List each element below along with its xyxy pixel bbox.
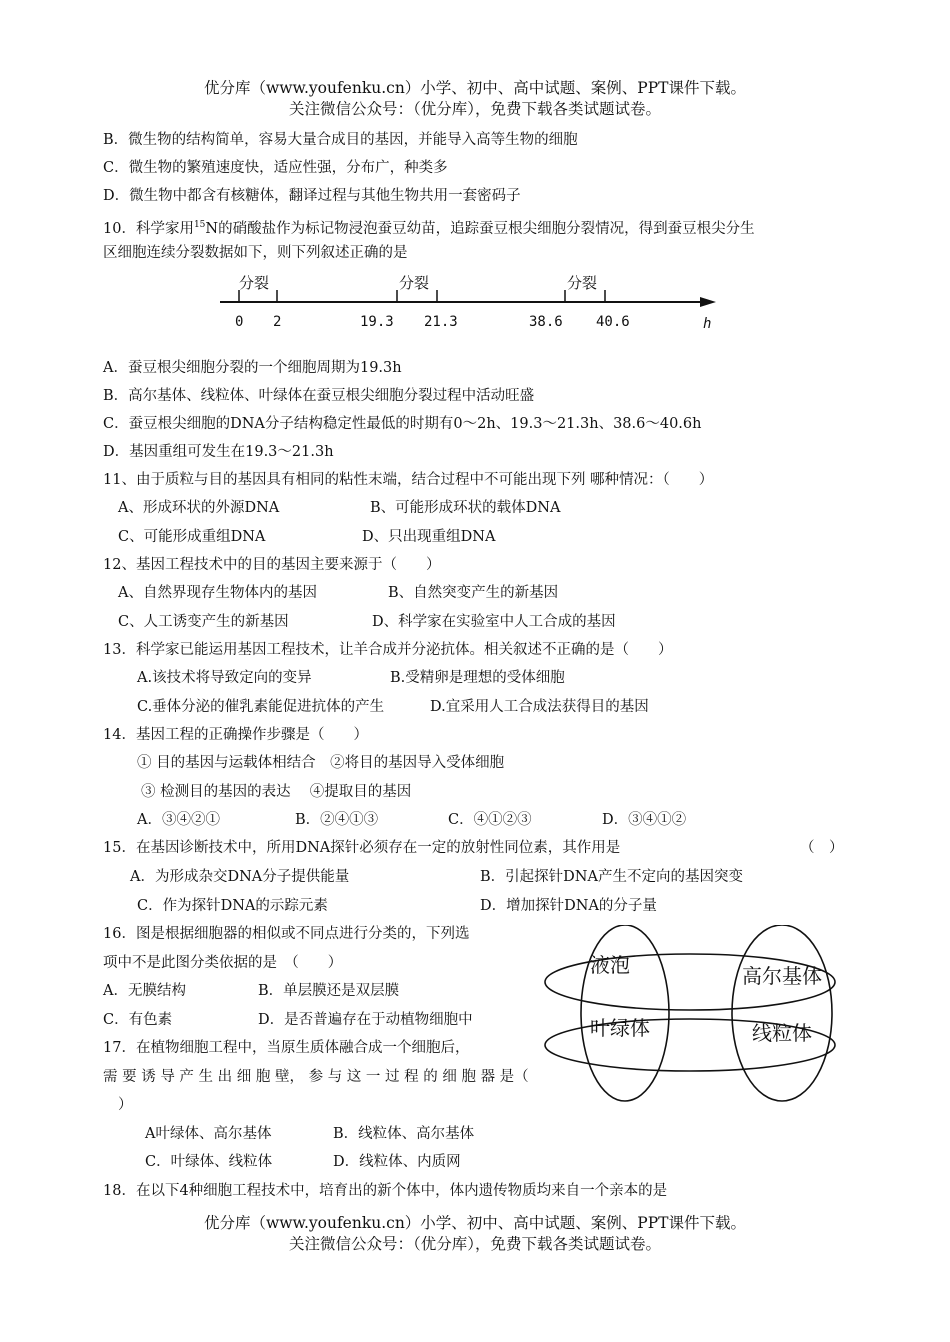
q16-stem-1: 16．图是根据细胞器的相似或不同点进行分类的，下列选 [103,926,470,942]
q15-answer-paren: （ ） [800,840,844,856]
q12-stem: 12、基因工程技术中的目的基因主要来源于（ ） [103,557,441,573]
q16-option-d: D．是否普遍存在于动植物细胞中 [258,1012,473,1028]
q13-stem: 13．科学家已能运用基因工程技术，让羊合成并分泌抗体。相关叙述不正确的是（ ） [103,642,673,658]
q13-option-a: A.该技术将导致定向的变异 [137,670,312,686]
q10-isotope-superscript: 15 [193,220,206,230]
q12-option-d: D、科学家在实验室中人工合成的基因 [372,614,616,630]
q9-option-d: D．微生物中都含有核糖体，翻译过程与其他生物共用一套密码子 [103,188,521,204]
venn-label-vacuole: 液泡 [590,953,630,977]
q14-steps-1: ① 目的基因与运载体相结合 ②将目的基因导入受体细胞 [137,755,505,771]
q10-stem [103,215,755,239]
q11-option-d: D、只出现重组DNA [362,529,496,545]
timeline-unit: h [703,316,712,332]
q17-option-a: A叶绿体、高尔基体 [145,1126,272,1142]
q10-stem-a: 10．科学家用 [103,220,194,237]
q15-option-a: A．为形成杂交DNA分子提供能量 [130,869,350,885]
q13-option-b: B.受精卵是理想的受体细胞 [390,670,565,686]
q11-stem: 11、由于质粒与目的基因具有相同的粘性末端，结合过程中不可能出现下列 哪种情况：（ ） [103,472,714,488]
q17-option-d: D．线粒体、内质网 [333,1154,461,1170]
q10-option-b: B．高尔基体、线粒体、叶绿体在蚕豆根尖细胞分裂过程中活动旺盛 [103,388,535,404]
division-label-2: 分裂 [399,274,430,292]
q15-option-d: D．增加探针DNA的分子量 [480,898,657,914]
q15-stem: 15．在基因诊断技术中，所用DNA探针必须存在一定的放射性同位素，其作用是 [103,840,621,856]
q12-option-c: C、人工诱变产生的新基因 [118,614,289,630]
tick-0: 0 [235,314,244,330]
footer-line-1: 优分库（www.youfenku.cn）小学、初中、高中试题、案例、PPT课件下载。 [203,1214,747,1232]
q17-stem-3: ） [118,1097,133,1113]
tick-19-3: 19.3 [360,314,394,330]
q15-option-b: B．引起探针DNA产生不定向的基因突变 [480,869,743,885]
q17-stem-2: 需 要 诱 导 产 生 出 细 胞 壁， 参 与 这 一 过 程 的 细 胞 器 是（ [103,1069,529,1085]
q10-stem-line-2: 区细胞连续分裂数据如下，则下列叙述正确的是 [103,245,408,261]
division-label-3: 分裂 [567,274,598,292]
venn-label-chloroplast: 叶绿体 [590,1016,650,1040]
q17-option-c: C．叶绿体、线粒体 [145,1154,273,1170]
venn-label-golgi: 高尔基体 [742,964,822,988]
q11-option-b: B、可能形成环状的载体DNA [370,500,561,516]
q14-option-d: D．③④①② [602,812,687,828]
organelle-classification-diagram [542,925,842,1103]
q17-stem-1: 17．在植物细胞工程中，当原生质体融合成一个细胞后， [103,1040,470,1056]
tick-21-3: 21.3 [424,314,458,330]
timeline-arrow-icon [700,297,716,307]
q14-option-a: A．③④②① [137,812,220,828]
header-line-2: 关注微信公众号：（优分库），免费下载各类试题试卷。 [288,100,661,118]
q13-option-d: D.宜采用人工合成法获得目的基因 [430,699,649,715]
footer-line-2: 关注微信公众号：（优分库），免费下载各类试题试卷。 [288,1235,661,1253]
header-line-1: 优分库（www.youfenku.cn）小学、初中、高中试题、案例、PPT课件下载。 [203,79,747,97]
q16-option-c: C．有色素 [103,1012,173,1028]
q15-option-c: C．作为探针DNA的示踪元素 [137,898,328,914]
q11-option-c: C、可能形成重组DNA [118,529,266,545]
ellipse-vertical-right [732,925,832,1101]
q10-option-d: D．基因重组可发生在19.3～21.3h [103,444,334,460]
q11-option-a: A、形成环状的外源DNA [118,500,280,516]
q16-option-b: B．单层膜还是双层膜 [258,983,400,999]
q10-option-a: A．蚕豆根尖细胞分裂的一个细胞周期为19.3h [103,360,402,376]
q16-stem-2: 项中不是此图分类依据的是 （ ） [103,955,343,971]
q14-stem: 14．基因工程的正确操作步骤是（ ） [103,727,368,743]
q16-option-a: A．无膜结构 [103,983,186,999]
tick-38-6: 38.6 [529,314,563,330]
tick-2: 2 [273,314,282,330]
venn-label-mitochondria: 线粒体 [752,1021,812,1045]
q18-stem: 18．在以下4种细胞工程技术中，培育出的新个体中，体内遗传物质均来自一个亲本的是 [103,1183,668,1199]
q12-option-a: A、自然界现存生物体内的基因 [118,585,317,601]
q17-option-b: B．线粒体、高尔基体 [333,1126,475,1142]
ellipse-vertical-left [581,925,669,1101]
q14-option-b: B．②④①③ [295,812,379,828]
q14-steps-2: ③ 检测目的基因的表达 ④提取目的基因 [141,784,412,800]
cell-division-timeline [220,270,730,340]
q9-option-c: C．微生物的繁殖速度快，适应性强，分布广，种类多 [103,160,448,176]
q9-option-b: B．微生物的结构简单，容易大量合成目的基因，并能导入高等生物的细胞 [103,132,578,148]
tick-40-6: 40.6 [596,314,630,330]
q10-option-c: C．蚕豆根尖细胞的DNA分子结构稳定性最低的时期有0～2h、19.3～21.3h、38.6～40.6h [103,416,702,432]
division-label-1: 分裂 [239,274,270,292]
q12-option-b: B、自然突变产生的新基因 [388,585,559,601]
q10-stem-b: N的硝酸盐作为标记物浸泡蚕豆幼苗，追踪蚕豆根尖细胞分裂情况，得到蚕豆根尖分生 [205,220,755,237]
q14-option-c: C．④①②③ [448,812,532,828]
q13-option-c: C.垂体分泌的催乳素能促进抗体的产生 [137,699,385,715]
